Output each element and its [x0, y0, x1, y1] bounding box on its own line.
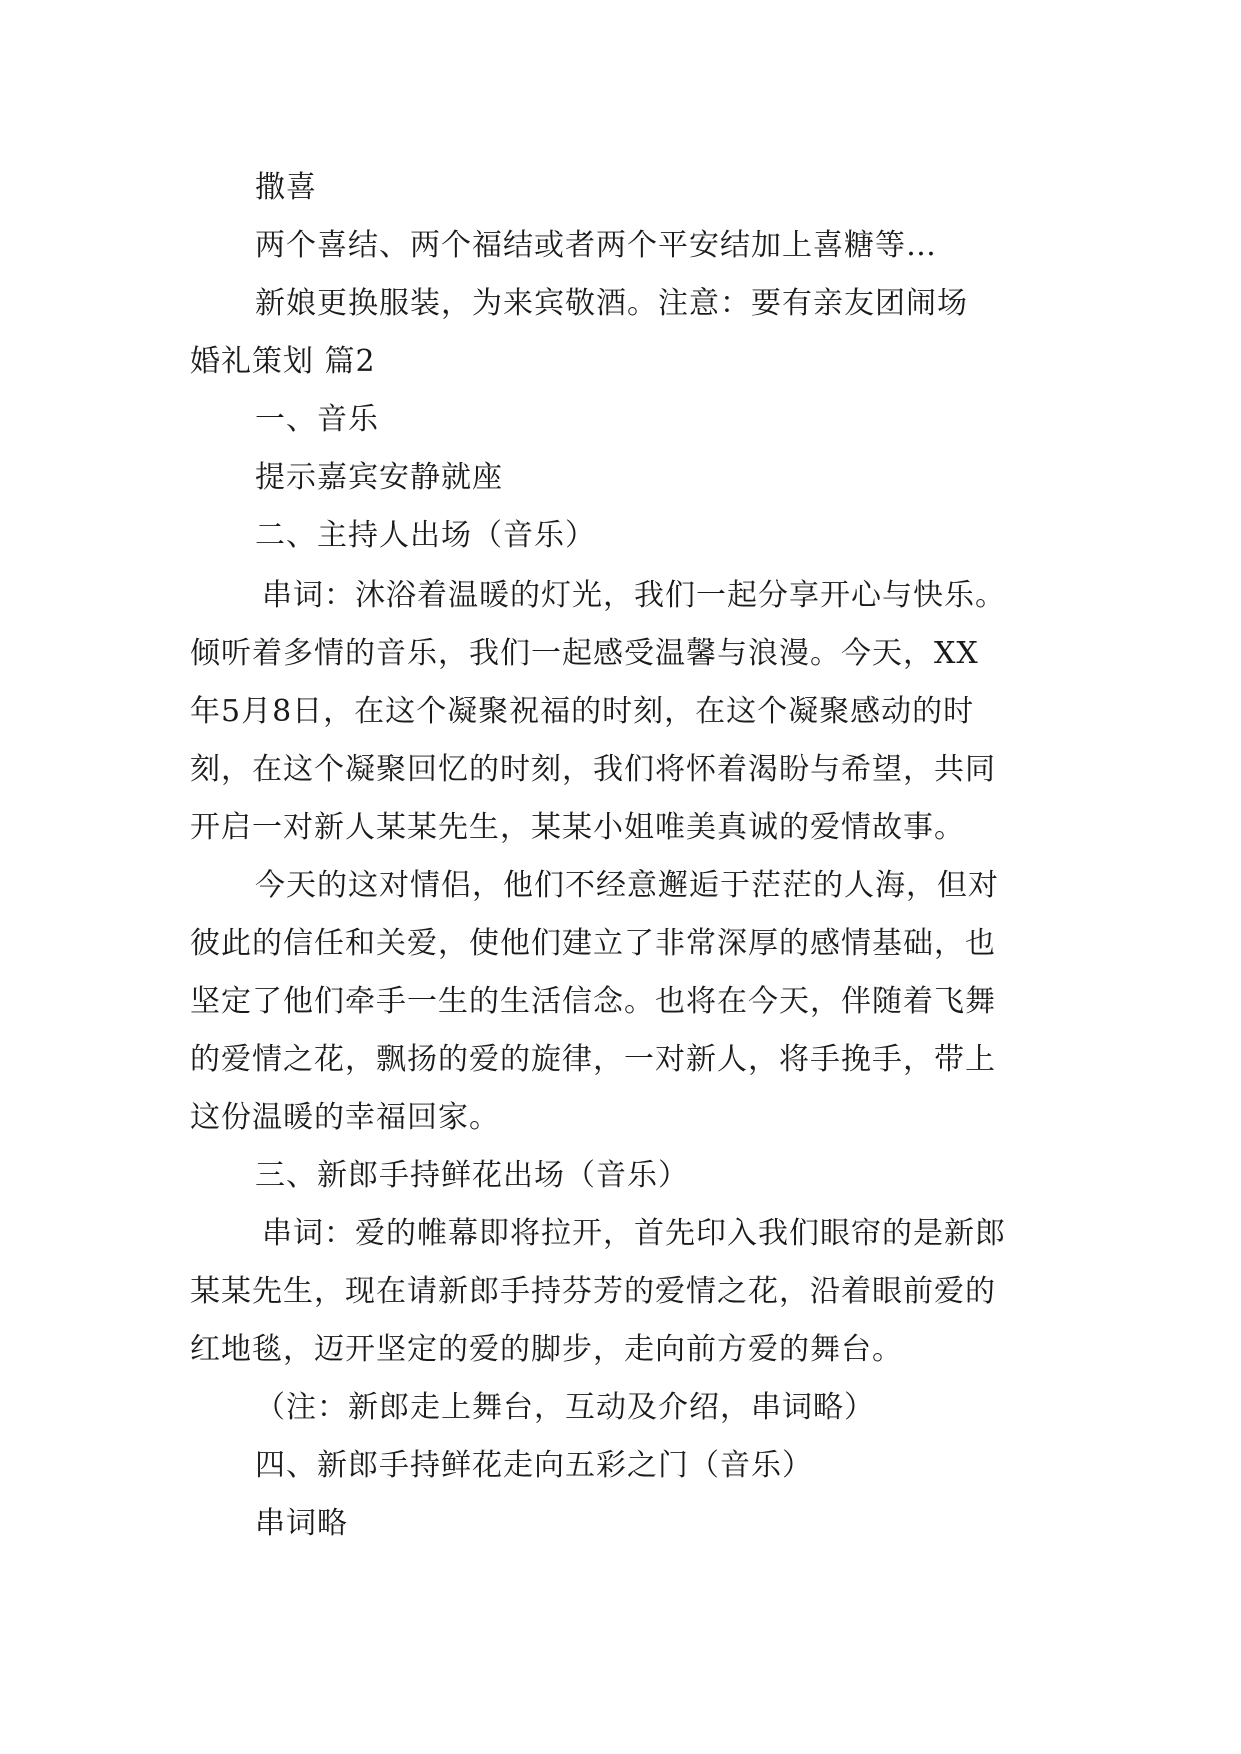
text-line: 坚定了他们牵手一生的生活信念。也将在今天，伴随着飞舞: [190, 984, 996, 1019]
text-line: 开启一对新人某某先生，某某小姐唯美真诚的爱情故事。: [190, 810, 965, 845]
section-heading: 二、主持人出场（音乐）: [255, 518, 596, 553]
section-heading: 四、新郎手持鲜花走向五彩之门（音乐）: [255, 1448, 813, 1483]
text-line: （注：新郎走上舞台，互动及介绍，串词略）: [255, 1390, 875, 1425]
text-line: 这份温暖的幸福回家。: [190, 1100, 500, 1135]
text-line: 的爱情之花，飘扬的爱的旋律，一对新人，将手挽手，带上: [190, 1042, 996, 1077]
text-line: 撒喜: [255, 170, 317, 205]
section-heading: 一、音乐: [255, 402, 379, 437]
text-line: 彼此的信任和关爱，使他们建立了非常深厚的感情基础，也: [190, 926, 996, 961]
text-line: 两个喜结、两个福结或者两个平安结加上喜糖等…: [255, 228, 937, 263]
text-line: 串词：爱的帷幕即将拉开，首先印入我们眼帘的是新郎: [262, 1216, 1006, 1251]
section-title: 婚礼策划 篇2: [190, 344, 376, 379]
text-line: 刻，在这个凝聚回忆的时刻，我们将怀着渴盼与希望，共同: [190, 752, 996, 787]
text-line: 提示嘉宾安静就座: [255, 460, 503, 495]
text-line: 红地毯，迈开坚定的爱的脚步，走向前方爱的舞台。: [190, 1332, 903, 1367]
text-line: 倾听着多情的音乐，我们一起感受温馨与浪漫。今天，XX: [190, 636, 979, 671]
text-line: 某某先生，现在请新郎手持芬芳的爱情之花，沿着眼前爱的: [190, 1274, 996, 1309]
text-line: 串词略: [255, 1506, 348, 1541]
text-line: 年5月8日，在这个凝聚祝福的时刻，在这个凝聚感动的时: [190, 694, 975, 729]
text-line: 今天的这对情侣，他们不经意邂逅于茫茫的人海，但对: [255, 868, 999, 903]
section-heading: 三、新郎手持鲜花出场（音乐）: [255, 1158, 689, 1193]
text-line: 串词：沐浴着温暖的灯光，我们一起分享开心与快乐。: [262, 578, 1006, 613]
text-line: 新娘更换服装，为来宾敬酒。注意：要有亲友团闹场: [255, 286, 968, 321]
